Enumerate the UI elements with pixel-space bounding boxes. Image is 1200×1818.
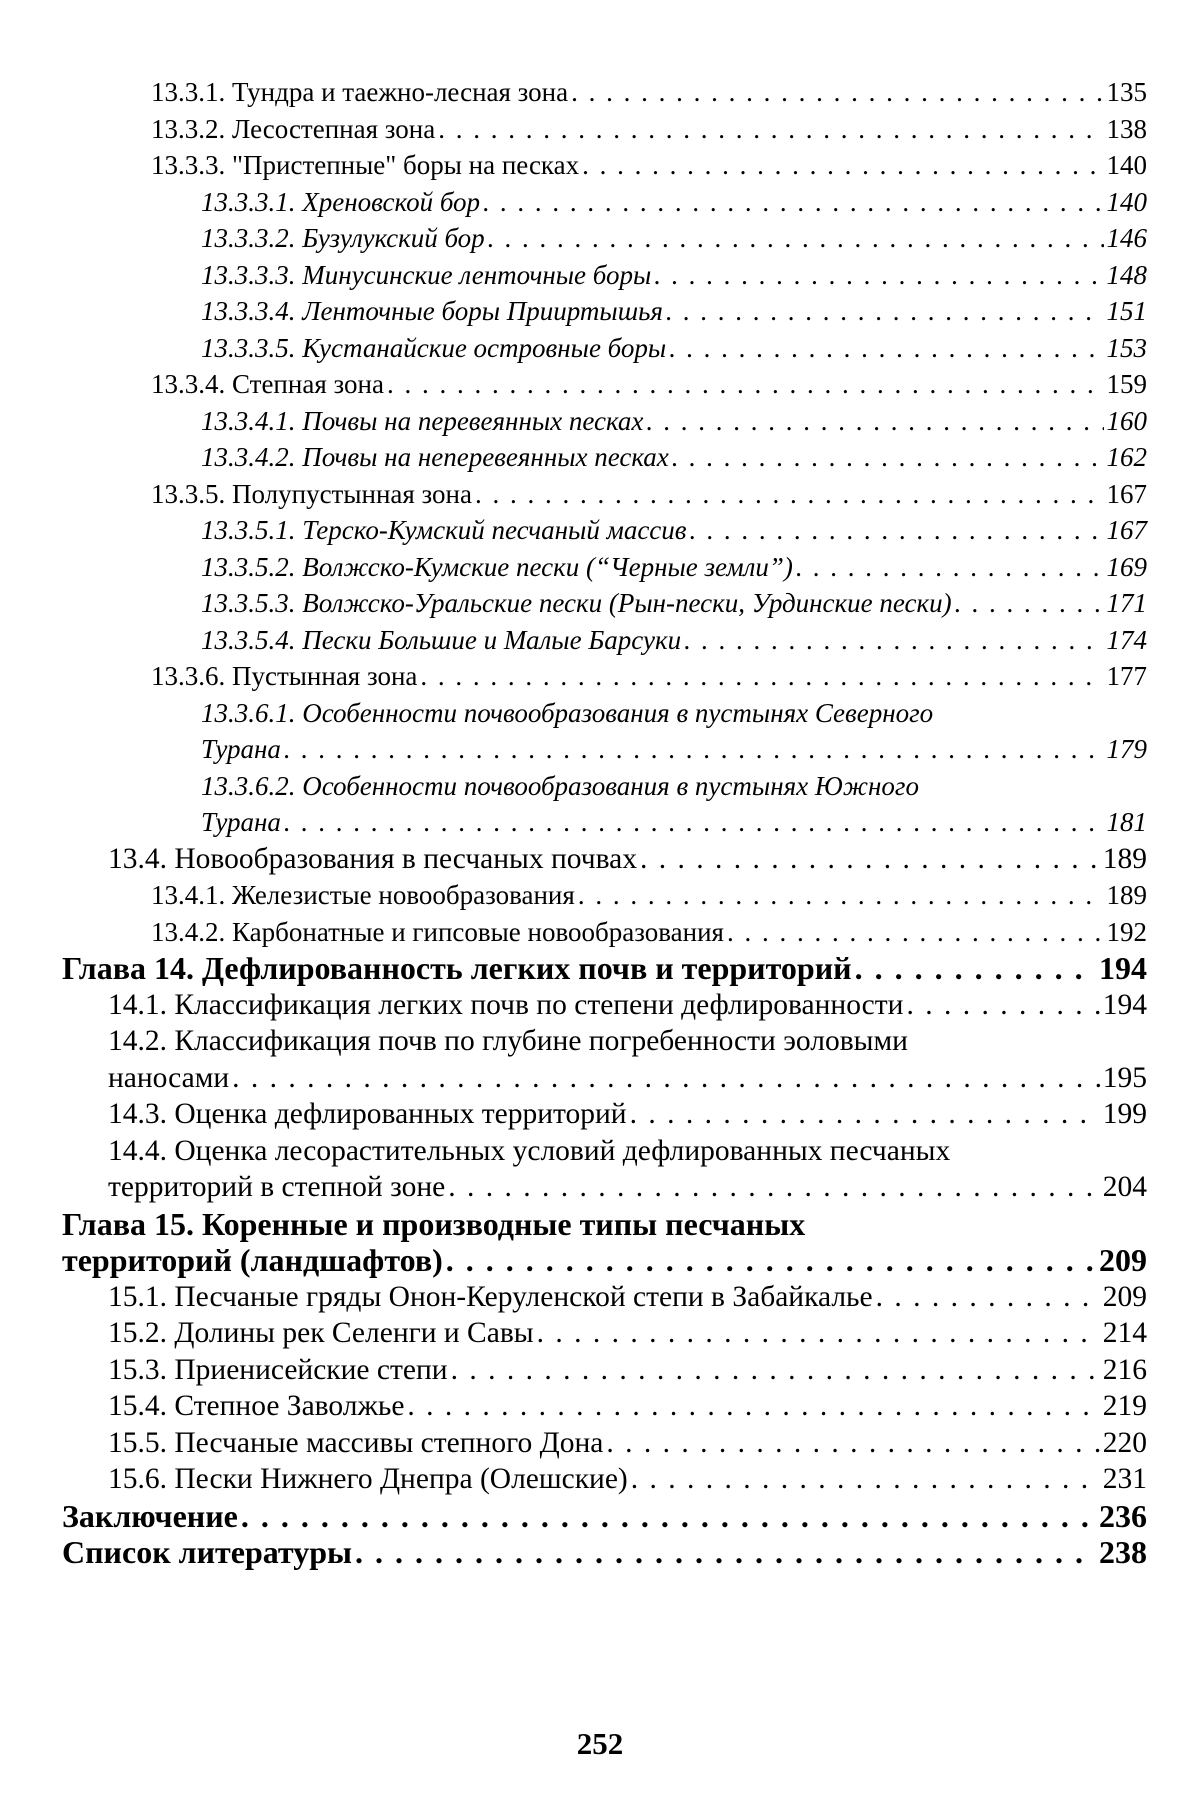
toc-entry xyxy=(0,1388,1147,1425)
toc-entry-title: 15.1. Песчаные гряды Онон-Керуленской степи в Забайкалье xyxy=(108,1280,873,1313)
toc-entry xyxy=(0,1242,1147,1279)
toc-entry-page: 146 xyxy=(1106,223,1147,253)
dot-leader xyxy=(672,439,1104,476)
dot-leader xyxy=(646,403,1103,440)
toc-entry-page: 238 xyxy=(1099,1534,1147,1570)
toc-entry-page: 169 xyxy=(1106,551,1147,582)
toc-entry-page: 195 xyxy=(1102,1061,1147,1094)
toc-entry-title: 13.3.1. Тундра и таежно-лесная зона xyxy=(151,77,569,107)
toc-entry xyxy=(0,622,1147,659)
dot-leader xyxy=(284,731,1104,768)
toc-entry-page: 148 xyxy=(1106,259,1147,290)
toc-entry xyxy=(0,1461,1147,1498)
toc-entry xyxy=(0,257,1147,294)
dot-leader xyxy=(582,147,1103,184)
toc-entry-title: 14.4. Оценка лесорастительных условий дефлированных песчаных xyxy=(108,1134,951,1167)
dot-leader xyxy=(420,658,1103,695)
toc-entry xyxy=(0,1315,1147,1352)
toc-entry-title: 13.3.5. Полупустынная зона xyxy=(151,478,472,509)
toc-entry-page: 162 xyxy=(1106,442,1147,472)
toc-entry xyxy=(0,1498,1147,1535)
toc-entry xyxy=(0,695,1147,732)
dot-leader xyxy=(654,257,1103,294)
toc-entry-title: 13.3.5.4. Пески Большие и Малые Барсуки xyxy=(201,624,682,655)
toc-entry xyxy=(0,804,1147,841)
toc-entry xyxy=(0,585,1147,622)
dot-leader xyxy=(488,220,1104,257)
dot-leader xyxy=(571,74,1103,111)
toc-entry xyxy=(0,1425,1147,1462)
toc-entry xyxy=(0,220,1147,257)
toc-entry-page: 140 xyxy=(1106,150,1147,180)
toc-entry xyxy=(0,74,1147,111)
table-of-contents xyxy=(0,74,1200,1571)
toc-entry-title: 15.3. Приенисейские степи xyxy=(108,1353,448,1386)
toc-entry-page: 189 xyxy=(1102,842,1147,875)
toc-entry xyxy=(0,147,1147,184)
toc-entry-page: 167 xyxy=(1106,515,1147,545)
toc-entry-title: 13.4.1. Железистые новообразования xyxy=(151,880,575,910)
toc-entry-title: территорий (ландшафтов) xyxy=(62,1242,443,1278)
dot-leader xyxy=(241,1498,1096,1535)
toc-entry-page: 236 xyxy=(1099,1497,1147,1534)
toc-entry-page: 219 xyxy=(1102,1390,1147,1422)
toc-entry xyxy=(0,1060,1147,1097)
toc-entry-title: 13.3.6.2. Особенности почвообразования в пустынях Южного xyxy=(201,770,919,801)
toc-entry xyxy=(0,1133,1147,1170)
toc-entry xyxy=(0,914,1147,951)
toc-entry-page: 151 xyxy=(1106,296,1147,326)
toc-entry-title: 13.3.2. Лесостепная зона xyxy=(151,113,436,144)
toc-entry xyxy=(0,293,1147,330)
toc-entry xyxy=(0,512,1147,549)
toc-entry-page: 159 xyxy=(1106,369,1147,399)
dot-leader xyxy=(451,1352,1100,1389)
toc-entry-title: 13.3.3.1. Хреновской бор xyxy=(201,186,481,217)
dot-leader xyxy=(690,512,1104,549)
toc-entry-title: 13.3.4.2. Почвы на неперевеянных песках xyxy=(201,442,669,472)
dot-leader xyxy=(232,1060,1100,1097)
toc-entry-title: 13.3.3.4. Ленточные боры Прииртышья xyxy=(201,296,663,326)
toc-entry-title: 15.2. Долины рек Селенги и Савы xyxy=(108,1317,534,1349)
dot-leader xyxy=(537,1315,1100,1352)
toc-entry-page: 220 xyxy=(1102,1426,1147,1459)
toc-entry xyxy=(0,403,1147,440)
toc-entry-page: 167 xyxy=(1106,478,1147,509)
toc-entry-page: 171 xyxy=(1106,588,1147,618)
dot-leader xyxy=(640,841,1100,878)
toc-entry-page: 199 xyxy=(1102,1098,1147,1130)
toc-entry-title: Глава 14. Дефлированность легких почв и территорий xyxy=(62,950,852,986)
toc-entry xyxy=(0,841,1147,878)
dot-leader xyxy=(727,914,1104,951)
dot-leader xyxy=(630,1096,1100,1133)
toc-entry-title: Список литературы xyxy=(62,1534,352,1570)
toc-entry-title: 15.5. Песчаные массивы степного Дона xyxy=(108,1426,604,1459)
toc-entry-page: 192 xyxy=(1106,916,1147,947)
toc-entry-title: 13.3.6. Пустынная зона xyxy=(151,661,418,691)
dot-leader xyxy=(438,111,1103,148)
toc-entry-title: 13.3.5.2. Волжско-Кумские пески (“Черные земли”) xyxy=(201,551,793,582)
toc-entry-title: 15.6. Пески Нижнего Днепра (Олешские) xyxy=(108,1463,628,1495)
toc-entry xyxy=(0,476,1147,513)
toc-entry-page: 153 xyxy=(1106,332,1147,363)
toc-entry xyxy=(0,1279,1147,1316)
toc-entry-title: Глава 15. Коренные и производные типы песчаных xyxy=(62,1205,806,1242)
toc-entry xyxy=(0,658,1147,695)
toc-entry-title: Заключение xyxy=(62,1497,238,1534)
toc-entry-page: 174 xyxy=(1106,624,1147,655)
dot-leader xyxy=(669,330,1103,367)
dot-leader xyxy=(355,1534,1096,1571)
toc-entry-title: 14.3. Оценка дефлированных территорий xyxy=(108,1098,627,1130)
toc-entry-title: 13.3.5.3. Волжско-Уральские пески (Рын-пески, Урдинские пески) xyxy=(201,588,952,618)
toc-entry-title: 13.3.4.1. Почвы на перевеянных песках xyxy=(201,405,644,436)
toc-entry-page: 179 xyxy=(1106,734,1147,764)
toc-entry-title: 13.4. Новообразования в песчаных почвах xyxy=(108,842,637,875)
toc-entry xyxy=(0,549,1147,586)
dot-leader xyxy=(483,184,1103,221)
toc-entry xyxy=(0,1023,1147,1060)
toc-entry xyxy=(0,1534,1147,1571)
toc-entry xyxy=(0,366,1147,403)
toc-entry xyxy=(0,439,1147,476)
page-number: 252 xyxy=(576,1726,624,1761)
toc-entry-title: 13.3.3. "Пристепные" боры на песках xyxy=(151,150,580,180)
toc-entry xyxy=(0,987,1147,1024)
toc-entry-page: 181 xyxy=(1106,807,1147,837)
toc-entry xyxy=(0,1096,1147,1133)
dot-leader xyxy=(684,622,1103,659)
dot-leader xyxy=(387,366,1104,403)
toc-entry xyxy=(0,768,1147,805)
toc-entry xyxy=(0,330,1147,367)
toc-entry-title: 14.1. Классификация легких почв по степени дефлированности xyxy=(108,988,904,1021)
toc-entry-page: 204 xyxy=(1102,1171,1147,1203)
toc-entry xyxy=(0,950,1147,987)
dot-leader xyxy=(906,987,1099,1024)
toc-entry-title: 13.3.4. Степная зона xyxy=(151,369,384,399)
toc-entry-page: 194 xyxy=(1102,988,1147,1021)
toc-entry xyxy=(0,731,1147,768)
toc-entry-page: 216 xyxy=(1102,1353,1147,1386)
toc-entry-title: территорий в степной зоне xyxy=(108,1171,446,1203)
toc-entry-title: 13.3.6.1. Особенности почвообразования в пустынях Северного xyxy=(201,697,934,728)
toc-entry-title: 15.4. Степное Заволжье xyxy=(108,1390,405,1422)
toc-entry-page: 214 xyxy=(1102,1317,1147,1349)
toc-entry xyxy=(0,1206,1147,1243)
dot-leader xyxy=(796,549,1104,586)
dot-leader xyxy=(631,1461,1100,1498)
toc-entry-title: 14.2. Классификация почв по глубине погребенности эоловыми xyxy=(108,1025,908,1057)
toc-entry-title: 13.4.2. Карбонатные и гипсовые новообразования xyxy=(151,916,724,947)
dot-leader xyxy=(955,585,1104,622)
toc-entry-title: 13.3.3.2. Бузулукский бор xyxy=(201,223,485,253)
toc-entry-page: 140 xyxy=(1106,186,1147,217)
dot-leader xyxy=(606,1425,1099,1462)
toc-entry-title: наносами xyxy=(108,1061,230,1094)
toc-entry-page: 138 xyxy=(1106,113,1147,144)
toc-entry xyxy=(0,111,1147,148)
toc-entry-page: 160 xyxy=(1106,405,1147,436)
toc-entry-title: Турана xyxy=(201,807,281,837)
toc-entry xyxy=(0,1352,1147,1389)
dot-leader xyxy=(666,293,1104,330)
toc-entry-title: 13.3.3.5. Кустанайские островные боры xyxy=(201,332,667,363)
dot-leader xyxy=(876,1279,1100,1316)
dot-leader xyxy=(407,1388,1099,1425)
toc-entry-page: 209 xyxy=(1102,1280,1147,1313)
toc-entry xyxy=(0,184,1147,221)
toc-entry-page: 189 xyxy=(1106,880,1147,910)
toc-entry-page: 209 xyxy=(1099,1242,1147,1278)
toc-entry xyxy=(0,1169,1147,1206)
toc-entry-title: Турана xyxy=(201,734,281,764)
dot-leader xyxy=(855,950,1096,987)
toc-entry xyxy=(0,877,1147,914)
dot-leader xyxy=(284,804,1104,841)
toc-entry-page: 194 xyxy=(1099,950,1147,986)
dot-leader xyxy=(475,476,1104,513)
toc-entry-title: 13.3.3.3. Минусинские ленточные боры xyxy=(201,259,652,290)
toc-entry-page: 135 xyxy=(1106,77,1147,107)
dot-leader xyxy=(446,1242,1096,1279)
toc-entry-page: 231 xyxy=(1102,1463,1147,1495)
toc-entry-page: 177 xyxy=(1106,661,1147,691)
dot-leader xyxy=(578,877,1104,914)
toc-entry-title: 13.3.5.1. Терско-Кумский песчаный массив xyxy=(201,515,687,545)
dot-leader xyxy=(448,1169,1100,1206)
